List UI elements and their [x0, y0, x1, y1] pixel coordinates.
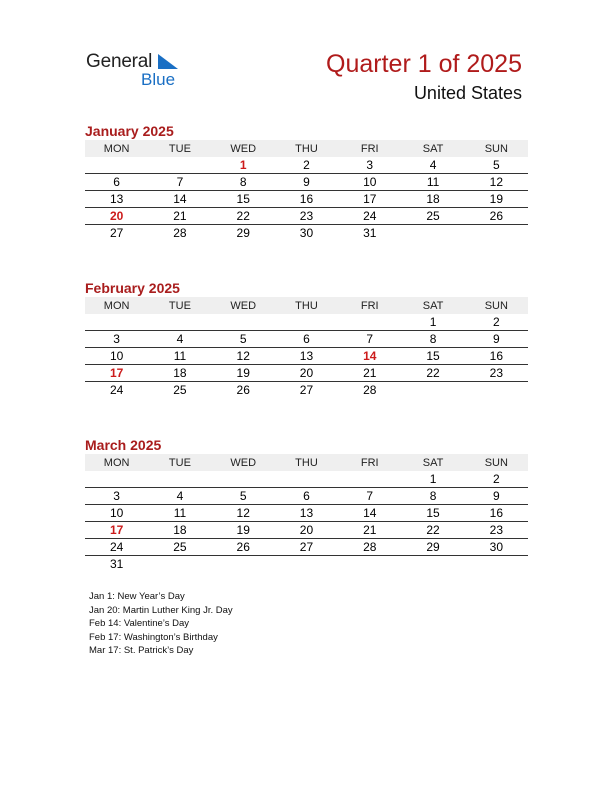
weekday-header: SUN — [465, 140, 528, 157]
month-calendar — [85, 279, 528, 398]
day-cell: 26 — [236, 383, 250, 397]
month-title: January 2025 — [85, 123, 174, 139]
weekday-header: WED — [212, 297, 275, 314]
empty-day-cell — [148, 471, 211, 488]
weekday-header: FRI — [338, 140, 401, 157]
day-cell: 21 — [338, 365, 401, 382]
empty-day-cell — [338, 471, 401, 488]
day-cell: 16 — [465, 348, 528, 365]
day-cell: 3 — [85, 488, 148, 505]
empty-day-cell — [85, 471, 148, 488]
day-cell: 18 — [148, 365, 211, 382]
holiday-note: Jan 20: Martin Luther King Jr. Day — [89, 604, 233, 616]
day-cell: 11 — [148, 348, 211, 365]
day-cell: 4 — [401, 157, 464, 174]
empty-day-cell — [148, 157, 211, 174]
week-row — [85, 539, 528, 556]
day-cell: 27 — [275, 539, 338, 556]
day-cell: 13 — [275, 505, 338, 522]
day-cell: 10 — [338, 174, 401, 191]
day-cell: 6 — [275, 331, 338, 348]
day-cell: 12 — [212, 348, 275, 365]
weekday-header: TUE — [148, 297, 211, 314]
day-cell: 3 — [338, 157, 401, 174]
empty-day-cell — [338, 314, 401, 331]
weekday-header-row — [85, 140, 528, 157]
empty-day-cell — [85, 314, 148, 331]
week-row — [85, 382, 528, 399]
weekday-header: WED — [212, 454, 275, 471]
weekday-header: THU — [275, 454, 338, 471]
day-cell: 20 — [275, 522, 338, 539]
day-cell: 3 — [85, 331, 148, 348]
week-row — [85, 556, 528, 573]
holiday-note: Feb 14: Valentine’s Day — [89, 618, 189, 629]
day-cell: 27 — [109, 226, 124, 240]
day-cell: 9 — [275, 174, 338, 191]
month-title: March 2025 — [85, 437, 162, 453]
day-cell: 12 — [212, 505, 275, 522]
month-calendar — [85, 122, 528, 241]
day-cell: 5 — [212, 488, 275, 505]
day-cell: 25 — [173, 383, 187, 397]
day-cell: 30 — [299, 226, 314, 240]
weekday-header: MON — [85, 140, 148, 157]
weekday-header: FRI — [338, 297, 401, 314]
day-cell: 11 — [148, 505, 211, 522]
day-cell: 20 — [275, 365, 338, 382]
day-cell: 4 — [148, 488, 211, 505]
day-cell: 1 — [401, 471, 464, 488]
day-cell: 1 — [401, 314, 464, 331]
empty-day-cell — [275, 471, 338, 488]
weekday-header-row — [85, 454, 528, 471]
logo-general: General — [86, 51, 153, 72]
day-cell: 24 — [85, 539, 148, 556]
weekday-header: THU — [275, 140, 338, 157]
day-cell: 12 — [465, 174, 528, 191]
empty-day-cell — [401, 225, 464, 242]
day-cell: 11 — [401, 174, 464, 191]
week-row — [85, 331, 528, 348]
day-cell: 22 — [401, 365, 464, 382]
day-cell: 16 — [275, 191, 338, 208]
week-row — [85, 471, 528, 488]
day-cell: 31 — [363, 226, 377, 240]
day-cell: 13 — [275, 348, 338, 365]
weekday-header: SAT — [401, 140, 464, 157]
calendar-table — [85, 454, 528, 572]
holiday-note: Feb 17: Washington’s Birthday — [89, 631, 218, 643]
weekday-header-row — [85, 297, 528, 314]
day-cell: 18 — [401, 191, 464, 208]
logo — [86, 51, 196, 91]
empty-day-cell — [212, 556, 275, 573]
empty-day-cell — [85, 157, 148, 174]
day-cell: 22 — [401, 522, 464, 539]
day-cell: 19 — [212, 365, 275, 382]
day-cell: 26 — [212, 539, 275, 556]
day-cell: 17 — [85, 365, 148, 382]
day-cell: 28 — [338, 539, 401, 556]
day-cell: 21 — [148, 208, 211, 225]
day-cell: 15 — [212, 191, 275, 208]
day-cell: 8 — [401, 331, 464, 348]
empty-day-cell — [465, 556, 528, 573]
day-cell: 7 — [338, 331, 401, 348]
week-row — [85, 488, 528, 505]
day-cell: 6 — [85, 174, 148, 191]
empty-day-cell — [338, 556, 401, 573]
day-cell: 14 — [338, 348, 401, 365]
weekday-header: SUN — [465, 454, 528, 471]
empty-day-cell — [148, 314, 211, 331]
day-cell: 30 — [465, 539, 528, 556]
day-cell: 15 — [401, 505, 464, 522]
country-name: United States — [413, 83, 522, 103]
weekday-header: MON — [85, 454, 148, 471]
day-cell: 20 — [85, 208, 148, 225]
week-row — [85, 365, 528, 382]
empty-day-cell — [212, 314, 275, 331]
empty-day-cell — [212, 471, 275, 488]
week-row — [85, 505, 528, 522]
month-title: February 2025 — [85, 280, 180, 296]
empty-day-cell — [148, 556, 211, 573]
weekday-header: WED — [212, 140, 275, 157]
day-cell: 2 — [465, 471, 528, 488]
weekday-header: SAT — [401, 454, 464, 471]
day-cell: 6 — [275, 488, 338, 505]
day-cell: 29 — [401, 539, 464, 556]
day-cell: 24 — [338, 208, 401, 225]
day-cell: 9 — [465, 488, 528, 505]
day-cell: 10 — [85, 348, 148, 365]
month-calendar — [85, 436, 528, 572]
day-cell: 9 — [465, 331, 528, 348]
day-cell: 24 — [109, 383, 124, 397]
empty-day-cell — [401, 382, 464, 399]
day-cell: 18 — [148, 522, 211, 539]
week-row — [85, 314, 528, 331]
day-cell: 26 — [465, 208, 528, 225]
day-cell: 4 — [148, 331, 211, 348]
day-cell: 7 — [338, 488, 401, 505]
day-cell: 17 — [338, 191, 401, 208]
weekday-header: SUN — [465, 297, 528, 314]
week-row — [85, 157, 528, 174]
day-cell: 5 — [465, 157, 528, 174]
logo-blue: Blue — [141, 70, 176, 89]
day-cell: 8 — [401, 488, 464, 505]
day-cell: 23 — [275, 208, 338, 225]
week-row — [85, 191, 528, 208]
day-cell: 27 — [299, 383, 314, 397]
day-cell: 28 — [173, 226, 187, 240]
week-row — [85, 174, 528, 191]
day-cell: 10 — [85, 505, 148, 522]
day-cell: 28 — [363, 383, 377, 397]
weekday-header: MON — [85, 297, 148, 314]
weekday-header: TUE — [148, 140, 211, 157]
day-cell: 2 — [465, 314, 528, 331]
empty-day-cell — [275, 314, 338, 331]
holiday-note: Jan 1: New Year’s Day — [89, 591, 185, 602]
day-cell: 31 — [109, 557, 124, 571]
weekday-header: SAT — [401, 297, 464, 314]
calendar-table — [85, 140, 528, 241]
day-cell: 14 — [148, 191, 211, 208]
day-cell: 8 — [212, 174, 275, 191]
day-cell: 17 — [85, 522, 148, 539]
day-cell: 25 — [148, 539, 211, 556]
week-row — [85, 208, 528, 225]
day-cell: 19 — [212, 522, 275, 539]
day-cell: 1 — [212, 157, 275, 174]
day-cell: 5 — [212, 331, 275, 348]
page-title: Quarter 1 of 2025 — [326, 50, 522, 78]
empty-day-cell — [275, 556, 338, 573]
day-cell: 23 — [465, 365, 528, 382]
empty-day-cell — [465, 225, 528, 242]
day-cell: 14 — [338, 505, 401, 522]
weekday-header: FRI — [338, 454, 401, 471]
day-cell: 21 — [338, 522, 401, 539]
weekday-header: THU — [275, 297, 338, 314]
day-cell: 16 — [465, 505, 528, 522]
day-cell: 29 — [236, 226, 250, 240]
empty-day-cell — [401, 556, 464, 573]
day-cell: 7 — [148, 174, 211, 191]
day-cell: 13 — [85, 191, 148, 208]
week-row — [85, 522, 528, 539]
logo-flag-icon — [158, 54, 178, 69]
week-row — [85, 348, 528, 365]
weekday-header: TUE — [148, 454, 211, 471]
day-cell: 19 — [465, 191, 528, 208]
day-cell: 22 — [212, 208, 275, 225]
day-cell: 23 — [465, 522, 528, 539]
day-cell: 25 — [401, 208, 464, 225]
calendar-table — [85, 297, 528, 398]
day-cell: 2 — [275, 157, 338, 174]
day-cell: 15 — [401, 348, 464, 365]
holiday-note: Mar 17: St. Patrick’s Day — [89, 645, 194, 656]
holiday-notes — [89, 590, 233, 658]
week-row — [85, 225, 528, 242]
empty-day-cell — [465, 382, 528, 399]
